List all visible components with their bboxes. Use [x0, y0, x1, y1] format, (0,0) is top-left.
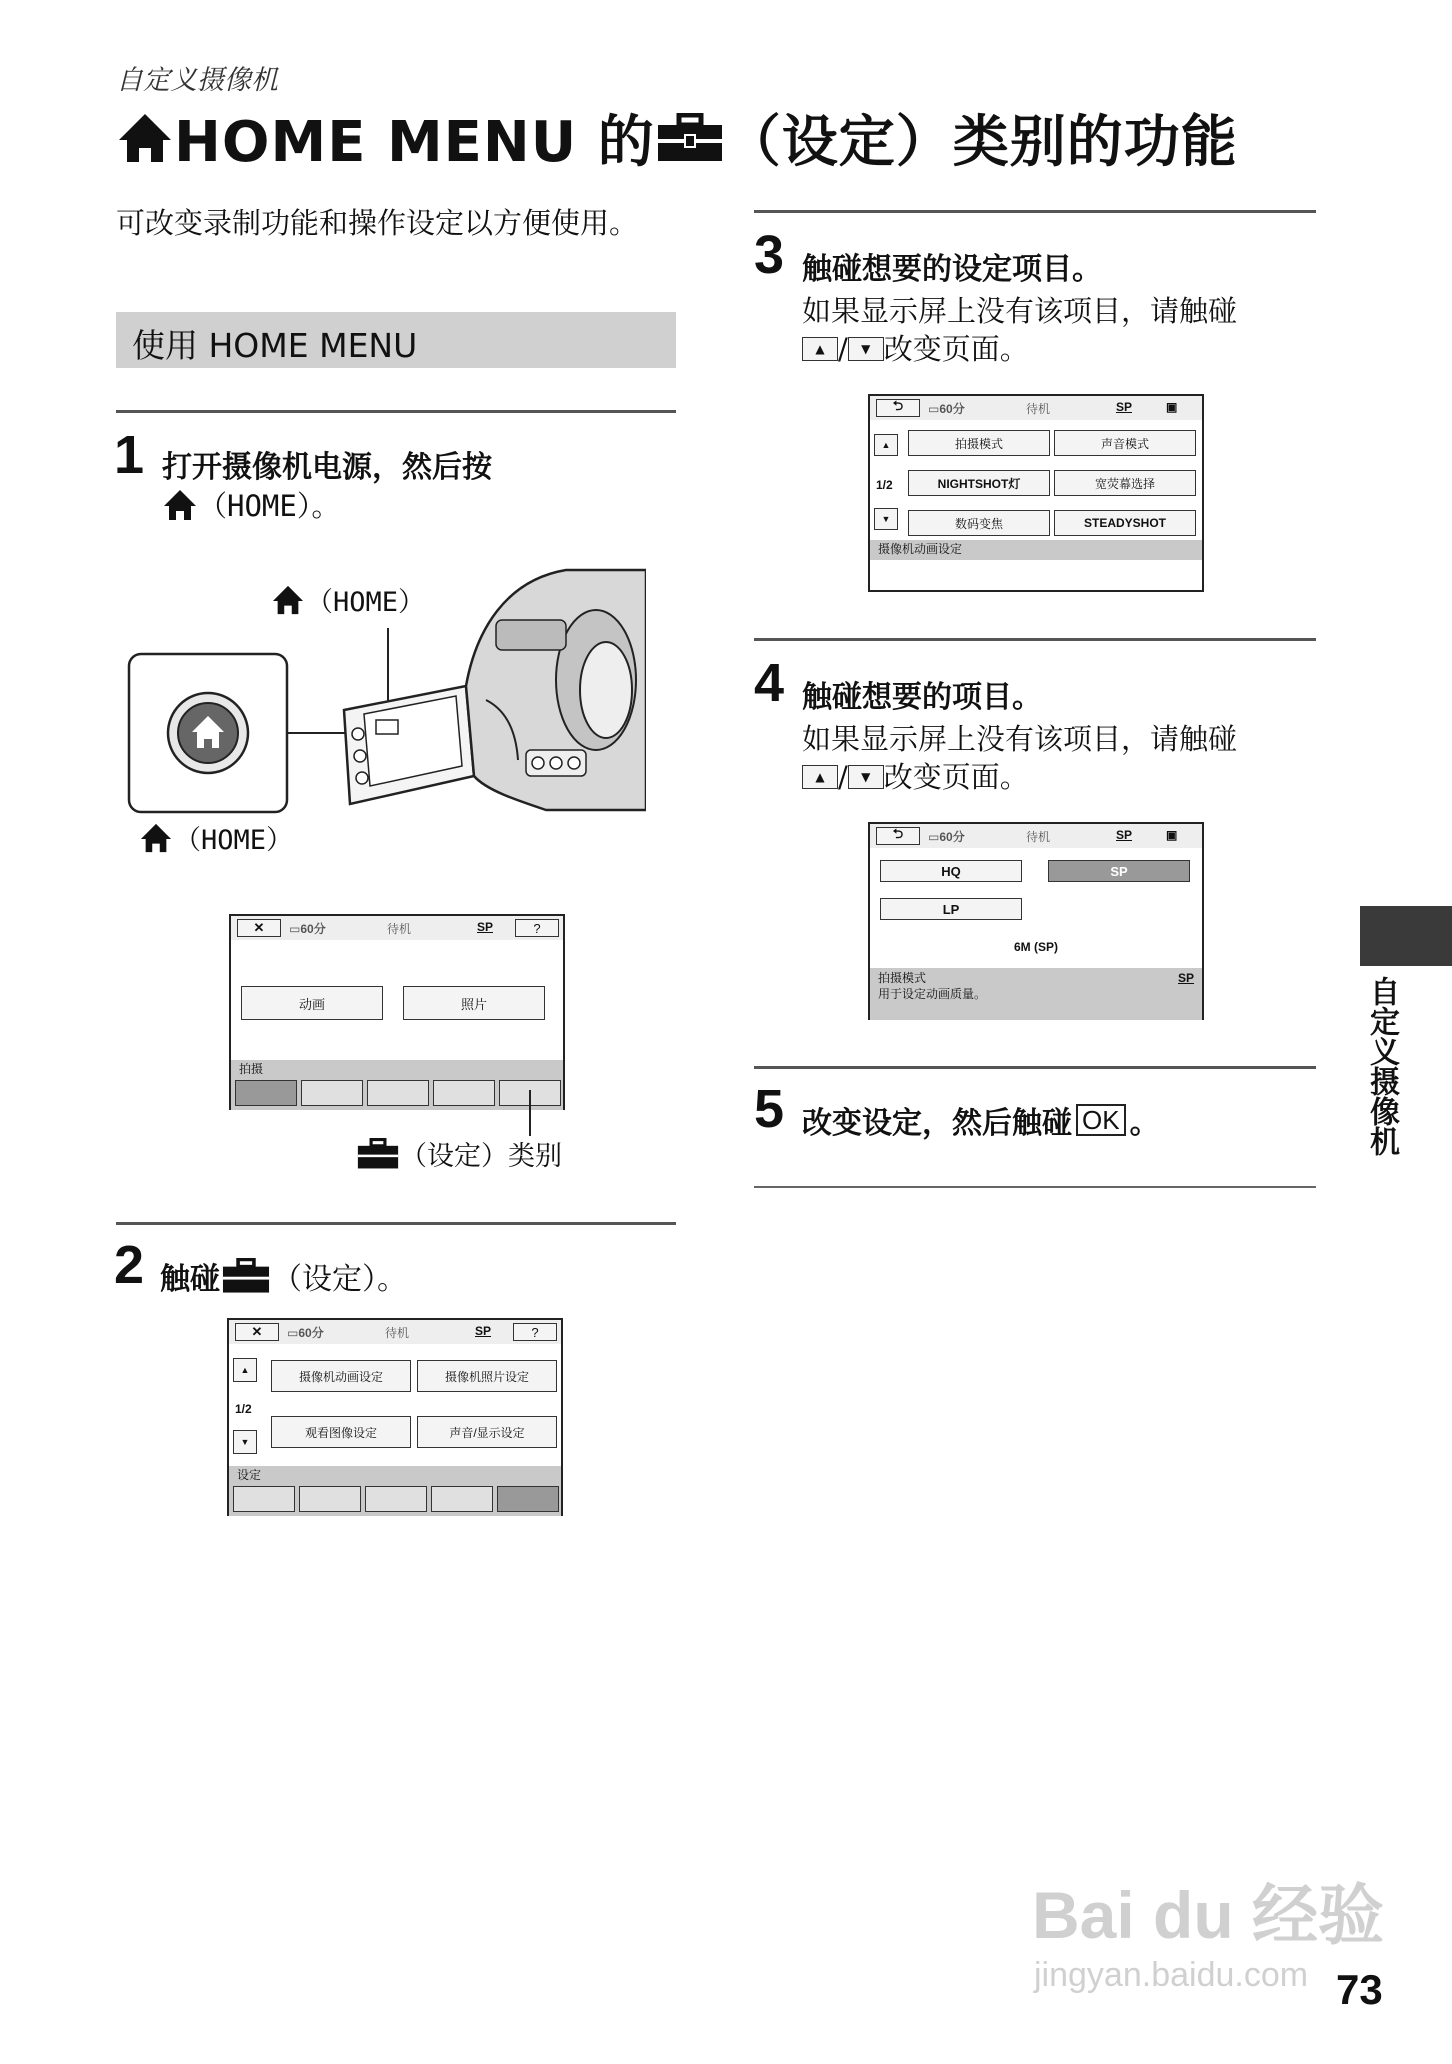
tab-shooting[interactable]	[233, 1486, 295, 1512]
page-title	[116, 98, 1238, 178]
step-subtext: 如果显示屏上没有该项目，请触碰	[802, 722, 1238, 756]
up-arrow-icon: ▲	[802, 765, 838, 789]
help-button[interactable]: ?	[513, 1323, 557, 1341]
sp-indicator: SP	[1116, 400, 1133, 414]
toolbox-icon	[356, 1138, 400, 1170]
page-up-button[interactable]: ▲	[233, 1358, 257, 1382]
camera-illustration	[126, 560, 646, 820]
battery-icon: ▣	[1166, 400, 1178, 414]
tab-other[interactable]	[433, 1080, 495, 1106]
page-number: 73	[1336, 1966, 1383, 2013]
home-icon	[138, 822, 174, 854]
page-up-button[interactable]: ▲	[874, 434, 898, 456]
tab-list[interactable]	[365, 1486, 427, 1512]
tab-list[interactable]	[367, 1080, 429, 1106]
view-image-setting-button[interactable]: 观看图像设定	[271, 1416, 411, 1448]
tab-playback[interactable]	[299, 1486, 361, 1512]
down-arrow-icon: ▼	[848, 337, 884, 361]
toolbox-icon	[655, 113, 725, 163]
step-number: 4	[754, 653, 785, 713]
title-part1: HOME MENU 的	[174, 110, 655, 175]
step-number: 1	[114, 425, 145, 485]
page-down-button[interactable]: ▼	[233, 1430, 257, 1454]
mode-info: 6M (SP)	[1013, 940, 1058, 954]
digital-zoom-button[interactable]: 数码变焦	[908, 510, 1050, 536]
status-text: 待机	[385, 1326, 410, 1340]
section-tab	[1360, 906, 1452, 966]
divider	[116, 410, 676, 413]
home-icon	[162, 488, 198, 522]
tab-playback[interactable]	[301, 1080, 363, 1106]
toolbox-icon	[220, 1258, 272, 1294]
battery-icon: ▣	[1166, 828, 1178, 842]
step-number: 5	[754, 1079, 785, 1139]
steadyshot-button[interactable]: STEADYSHOT	[1054, 510, 1196, 536]
watermark-url: jingyan.baidu.com	[1034, 1956, 1309, 1994]
status-text: 待机	[387, 922, 412, 936]
subsection-title: 使用 HOME MENU	[132, 326, 418, 365]
step-subtext-line2: ▲ / ▼ 改变页面。	[802, 758, 1029, 796]
home-label-top: （HOME）	[270, 580, 425, 619]
status-text: 待机	[1026, 402, 1051, 416]
home-menu-screen	[229, 914, 565, 1110]
battery-indicator: ▭60分	[928, 402, 965, 416]
photo-button[interactable]: 照片	[403, 986, 545, 1020]
battery-indicator: ▭60分	[287, 1326, 324, 1340]
settings-category-label: （设定）类别	[356, 1134, 562, 1173]
home-icon	[116, 110, 174, 166]
down-arrow-icon: ▼	[848, 765, 884, 789]
up-arrow-icon: ▲	[802, 337, 838, 361]
page-indicator: 1/2	[235, 1402, 252, 1416]
screen-caption: 拍摄模式 SP 用于设定动画质量。	[870, 968, 1202, 1020]
battery-indicator: ▭60分	[928, 830, 965, 844]
screen-caption: 设定	[229, 1466, 561, 1516]
step-text: 触碰 （设定）。	[160, 1254, 407, 1298]
audio-mode-button[interactable]: 声音模式	[1054, 430, 1196, 456]
step-text: 打开摄像机电源，然后按	[162, 450, 492, 485]
header-category: 自定义摄像机	[116, 65, 278, 96]
wide-select-button[interactable]: 宽荧幕选择	[1054, 470, 1196, 496]
settings-menu-screen	[227, 1318, 563, 1516]
movie-setting-screen	[868, 394, 1204, 592]
sound-display-setting-button[interactable]: 声音/显示设定	[417, 1416, 557, 1448]
tab-shooting[interactable]	[235, 1080, 297, 1106]
sp-indicator: SP	[477, 920, 494, 934]
close-button[interactable]: ✕	[235, 1323, 279, 1341]
sp-indicator: SP	[1116, 828, 1133, 842]
divider	[754, 638, 1316, 641]
step-number: 3	[754, 225, 785, 285]
close-button[interactable]: ✕	[237, 919, 281, 937]
camera-photo-setting-button[interactable]: 摄像机照片设定	[417, 1360, 557, 1392]
status-text: 待机	[1026, 830, 1051, 844]
nightshot-light-button[interactable]: NIGHTSHOT灯	[908, 470, 1050, 496]
title-part2: （设定）类别的功能	[724, 110, 1238, 175]
sp-indicator: SP	[475, 1324, 492, 1338]
step-number: 2	[114, 1235, 145, 1295]
rec-mode-screen	[868, 822, 1204, 1020]
section-tab-label: 自定义摄像机	[1364, 976, 1399, 1156]
step-text: 改变设定，然后触碰 OK 。	[802, 1105, 1160, 1141]
divider	[754, 1066, 1316, 1069]
back-button[interactable]: ⮌	[876, 827, 920, 845]
screen-caption: 拍摄	[231, 1060, 563, 1110]
home-label-bottom: （HOME）	[138, 818, 293, 857]
step-text: 触碰想要的项目。	[802, 680, 1042, 715]
page-indicator: 1/2	[876, 478, 893, 492]
hq-button[interactable]: HQ	[880, 860, 1022, 882]
movie-button[interactable]: 动画	[241, 986, 383, 1020]
step-text: 触碰想要的设定项目。	[802, 252, 1102, 287]
battery-indicator: ▭60分	[289, 922, 326, 936]
step-subtext: 如果显示屏上没有该项目，请触碰	[802, 294, 1238, 328]
ok-button-icon: OK	[1076, 1104, 1126, 1136]
callout-line	[520, 1090, 540, 1136]
page-down-button[interactable]: ▼	[874, 508, 898, 530]
step-text-line2: （HOME）。	[162, 484, 340, 525]
intro-text: 可改变录制功能和操作设定以方便使用。	[116, 206, 639, 240]
rec-mode-button[interactable]: 拍摄模式	[908, 430, 1050, 456]
help-button[interactable]: ?	[515, 919, 559, 937]
tab-other[interactable]	[431, 1486, 493, 1512]
subsection-bar	[116, 312, 676, 368]
screen-caption: 摄像机动画设定	[870, 540, 1202, 560]
tab-settings[interactable]	[497, 1486, 559, 1512]
lp-button[interactable]: LP	[880, 898, 1022, 920]
back-button[interactable]: ⮌	[876, 399, 920, 417]
divider	[754, 210, 1316, 213]
divider	[754, 1186, 1316, 1188]
step-subtext-line2: ▲ / ▼ 改变页面。	[802, 330, 1029, 368]
camera-movie-setting-button[interactable]: 摄像机动画设定	[271, 1360, 411, 1392]
watermark-logo: Bai du 经验	[1032, 1878, 1385, 1952]
sp-button[interactable]: SP	[1048, 860, 1190, 882]
divider	[116, 1222, 676, 1225]
